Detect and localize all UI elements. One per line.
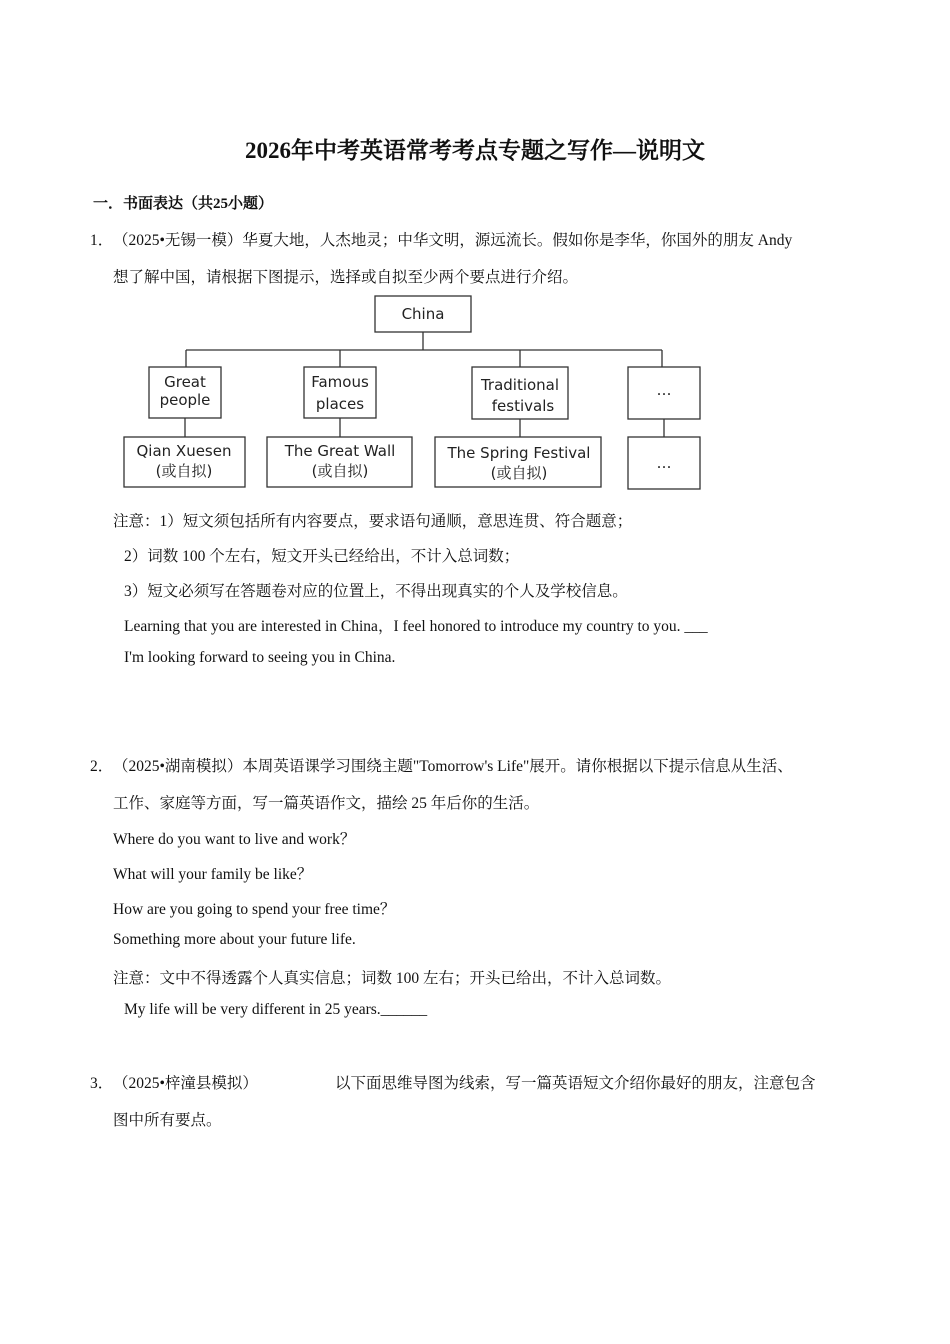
q1-start-text: Learning that you are interested in China，I feel honored to introduce my country to you. ___ [124,618,708,635]
q3-number: 3． [90,1075,114,1092]
q3-line1: 以下面思维导图为线索，写一篇英语短文介绍你最好的朋友，注意包含 [335,1075,816,1092]
q1-line2: 想了解中国，请根据下图提示，选择或自拟至少两个要点进行介绍。 [113,269,579,286]
q3-source: （2025•梓潼县模拟） [113,1075,258,1092]
q2-prompt3: How are you going to spend your free time？ [113,901,396,918]
q1-note2: 2）词数 100 个左右，短文开头已经给出，不计入总词数； [124,548,520,565]
q2-start-text: My life will be very different in 25 years.______ [124,1001,428,1018]
svg-text:people: people [159,391,211,409]
q1-end-text: I'm looking forward to seeing you in China. [124,649,396,666]
svg-text:…: … [656,454,672,472]
q3-line2: 图中所有要点。 [113,1112,222,1129]
svg-text:Famous: Famous [311,373,369,391]
svg-text:The Spring Festival: The Spring Festival [447,444,591,462]
q1-line1: （2025•无锡一模）华夏大地，人杰地灵；中华文明，源远流长。假如你是李华，你国外的朋友 Andy [113,232,793,249]
q2-prompt1: Where do you want to live and work？ [113,831,356,848]
q2-prompt2: What will your family be like？ [113,866,313,883]
q2-number: 2． [90,758,114,775]
section-heading: 一．书面表达（共25小题） [93,196,274,212]
root-label: China [401,305,445,323]
q2-note: 注意：文中不得透露个人真实信息；词数 100 左右；开头已给出，不计入总词数。 [113,970,672,987]
svg-text:festivals: festivals [491,397,555,415]
svg-text:(或自拟): (或自拟) [311,462,369,480]
q1-note1: 注意：1）短文须包括所有内容要点，要求语句通顺，意思连贯、符合题意； [113,513,633,530]
page-title: 2026年中考英语常考考点专题之写作—说明文 [245,138,705,163]
svg-text:(或自拟): (或自拟) [155,462,213,480]
svg-text:places: places [315,395,365,413]
q1-note3: 3）短文必须写在答题卷对应的位置上，不得出现真实的个人及学校信息。 [124,583,628,600]
q2-line1: （2025•湖南模拟）本周英语课学习围绕主题"Tomorrow's Life"展开。请你根据以下提示信息从生活、 [113,758,793,775]
svg-text:Great: Great [164,373,206,391]
q2-line2: 工作、家庭等方面，写一篇英语作文，描绘 25 年后你的生活。 [113,795,540,812]
q1-number: 1． [90,232,114,249]
svg-text:Qian Xuesen: Qian Xuesen [136,442,232,460]
q2-prompt4: Something more about your future life. [113,931,356,948]
svg-text:Traditional: Traditional [480,376,560,394]
china-mind-map [120,292,710,492]
svg-text:…: … [656,381,672,399]
svg-text:(或自拟): (或自拟) [490,464,548,482]
svg-text:The Great Wall: The Great Wall [284,442,396,460]
